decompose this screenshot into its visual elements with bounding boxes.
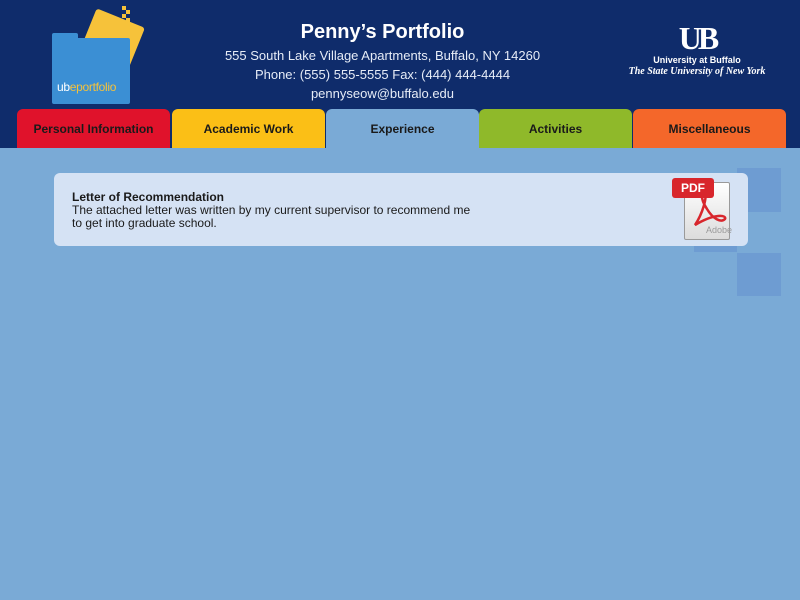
item-description: The attached letter was written by my current supervisor to recommend me to get into graduate school. — [72, 203, 471, 230]
phone-fax-text: Phone: (555) 555-5555 Fax: (444) 444-4444 — [254, 67, 511, 82]
logo-text: ubeportfolio — [57, 80, 117, 94]
address-text: 555 South Lake Village Apartments, Buffalo, NY 14260 — [224, 48, 541, 63]
logo-pixel — [126, 18, 130, 22]
pdf-badge: PDF — [672, 178, 714, 198]
university-subtitle: The State University of New York — [628, 66, 766, 77]
page-title: Penny’s Portfolio — [300, 21, 465, 43]
tab-academic-work[interactable]: Academic Work — [172, 109, 325, 148]
ub-mark: UB — [678, 20, 716, 56]
tab-experience[interactable]: Experience — [326, 109, 479, 148]
pdf-file-icon[interactable] — [672, 178, 734, 242]
adobe-label: Adobe — [706, 225, 733, 235]
tab-personal-information[interactable]: Personal Information — [17, 109, 170, 148]
tab-activities[interactable]: Activities — [479, 109, 632, 148]
ubeportfolio-logo[interactable] — [48, 6, 146, 106]
folder-icon — [52, 38, 130, 104]
email-link[interactable]: pennyseow@buffalo.edu — [310, 86, 455, 101]
university-logo[interactable] — [612, 22, 782, 78]
decorative-square — [737, 253, 781, 296]
contact-block — [180, 18, 585, 103]
experience-item-card — [54, 173, 748, 246]
tab-miscellaneous[interactable]: Miscellaneous — [633, 109, 786, 148]
item-title: Letter of Recommendation — [72, 190, 225, 204]
logo-pixel — [122, 22, 126, 26]
university-name: University at Buffalo — [653, 55, 741, 65]
logo-pixel — [126, 10, 130, 14]
